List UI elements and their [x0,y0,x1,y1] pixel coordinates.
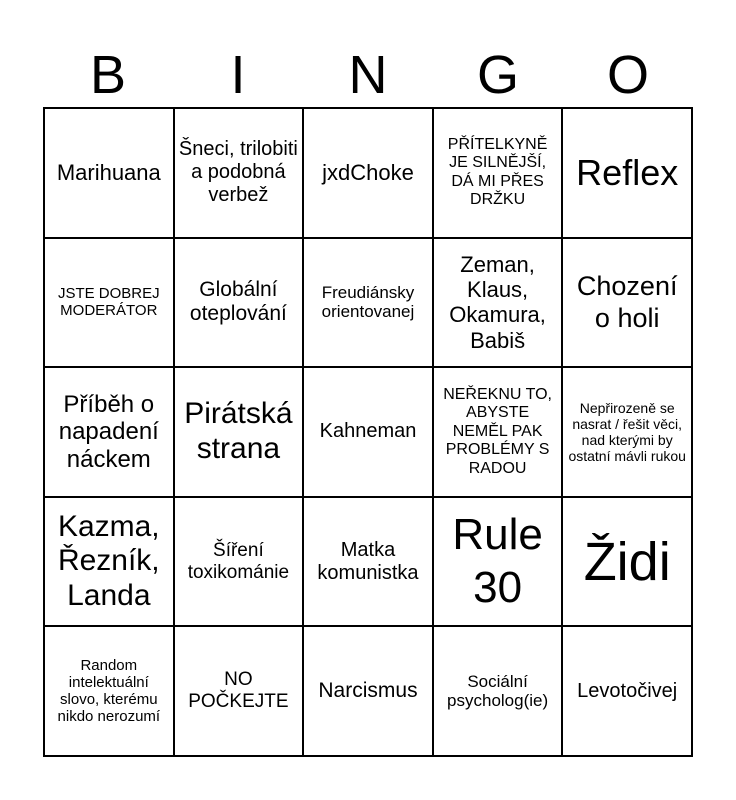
bingo-cell[interactable]: Příběh o napadení náckem [44,367,174,497]
bingo-cell[interactable]: Freudiánsky orientovanej [303,238,433,368]
bingo-cell[interactable]: Pirátská strana [174,367,304,497]
bingo-cell[interactable]: Narcismus [303,626,433,756]
bingo-cell[interactable]: Šneci, trilobiti a podobná verbež [174,108,304,238]
header-letter-b: B [89,45,127,105]
bingo-cell[interactable]: Sociální psycholog(ie) [433,626,563,756]
bingo-header [43,40,693,110]
bingo-cell[interactable]: Šíření toxikománie [174,497,304,627]
bingo-cell[interactable]: Kahneman [303,367,433,497]
bingo-cell[interactable]: Nepřirozeně se nasrat / řešit věci, nad kterými by ostatní mávli rukou [562,367,692,497]
bingo-grid [43,107,693,757]
bingo-cell[interactable]: Židi [562,497,692,627]
bingo-cell[interactable]: Chození o holi [562,238,692,368]
bingo-cell[interactable]: Marihuana [44,108,174,238]
bingo-cell[interactable]: Kazma, Řezník, Landa [44,497,174,627]
header-letter-n: N [348,45,388,105]
header-letter-i: I [230,45,246,105]
header-letter-o: O [606,45,649,105]
bingo-cell[interactable]: Random intelektuální slovo, kterému nikdo nerozumí [44,626,174,756]
bingo-cell[interactable]: Rule 30 [433,497,563,627]
bingo-cell[interactable]: Reflex [562,108,692,238]
bingo-cell[interactable]: Matka komunistka [303,497,433,627]
bingo-cell[interactable]: PŘÍTELKYNĚ JE SILNĚJŠÍ, DÁ MI PŘES DRŽKU [433,108,563,238]
bingo-cell[interactable]: jxdChoke [303,108,433,238]
bingo-cell[interactable]: Globální oteplování [174,238,304,368]
bingo-cell[interactable]: NEŘEKNU TO, ABYSTE NEMĚL PAK PROBLÉMY S RADOU [433,367,563,497]
header-letter-g: G [476,45,519,105]
bingo-cell[interactable]: JSTE DOBREJ MODERÁTOR [44,238,174,368]
bingo-cell[interactable]: Levotočivej [562,626,692,756]
bingo-cell[interactable]: Zeman, Klaus, Okamura, Babiš [433,238,563,368]
bingo-cell[interactable]: NO POČKEJTE [174,626,304,756]
